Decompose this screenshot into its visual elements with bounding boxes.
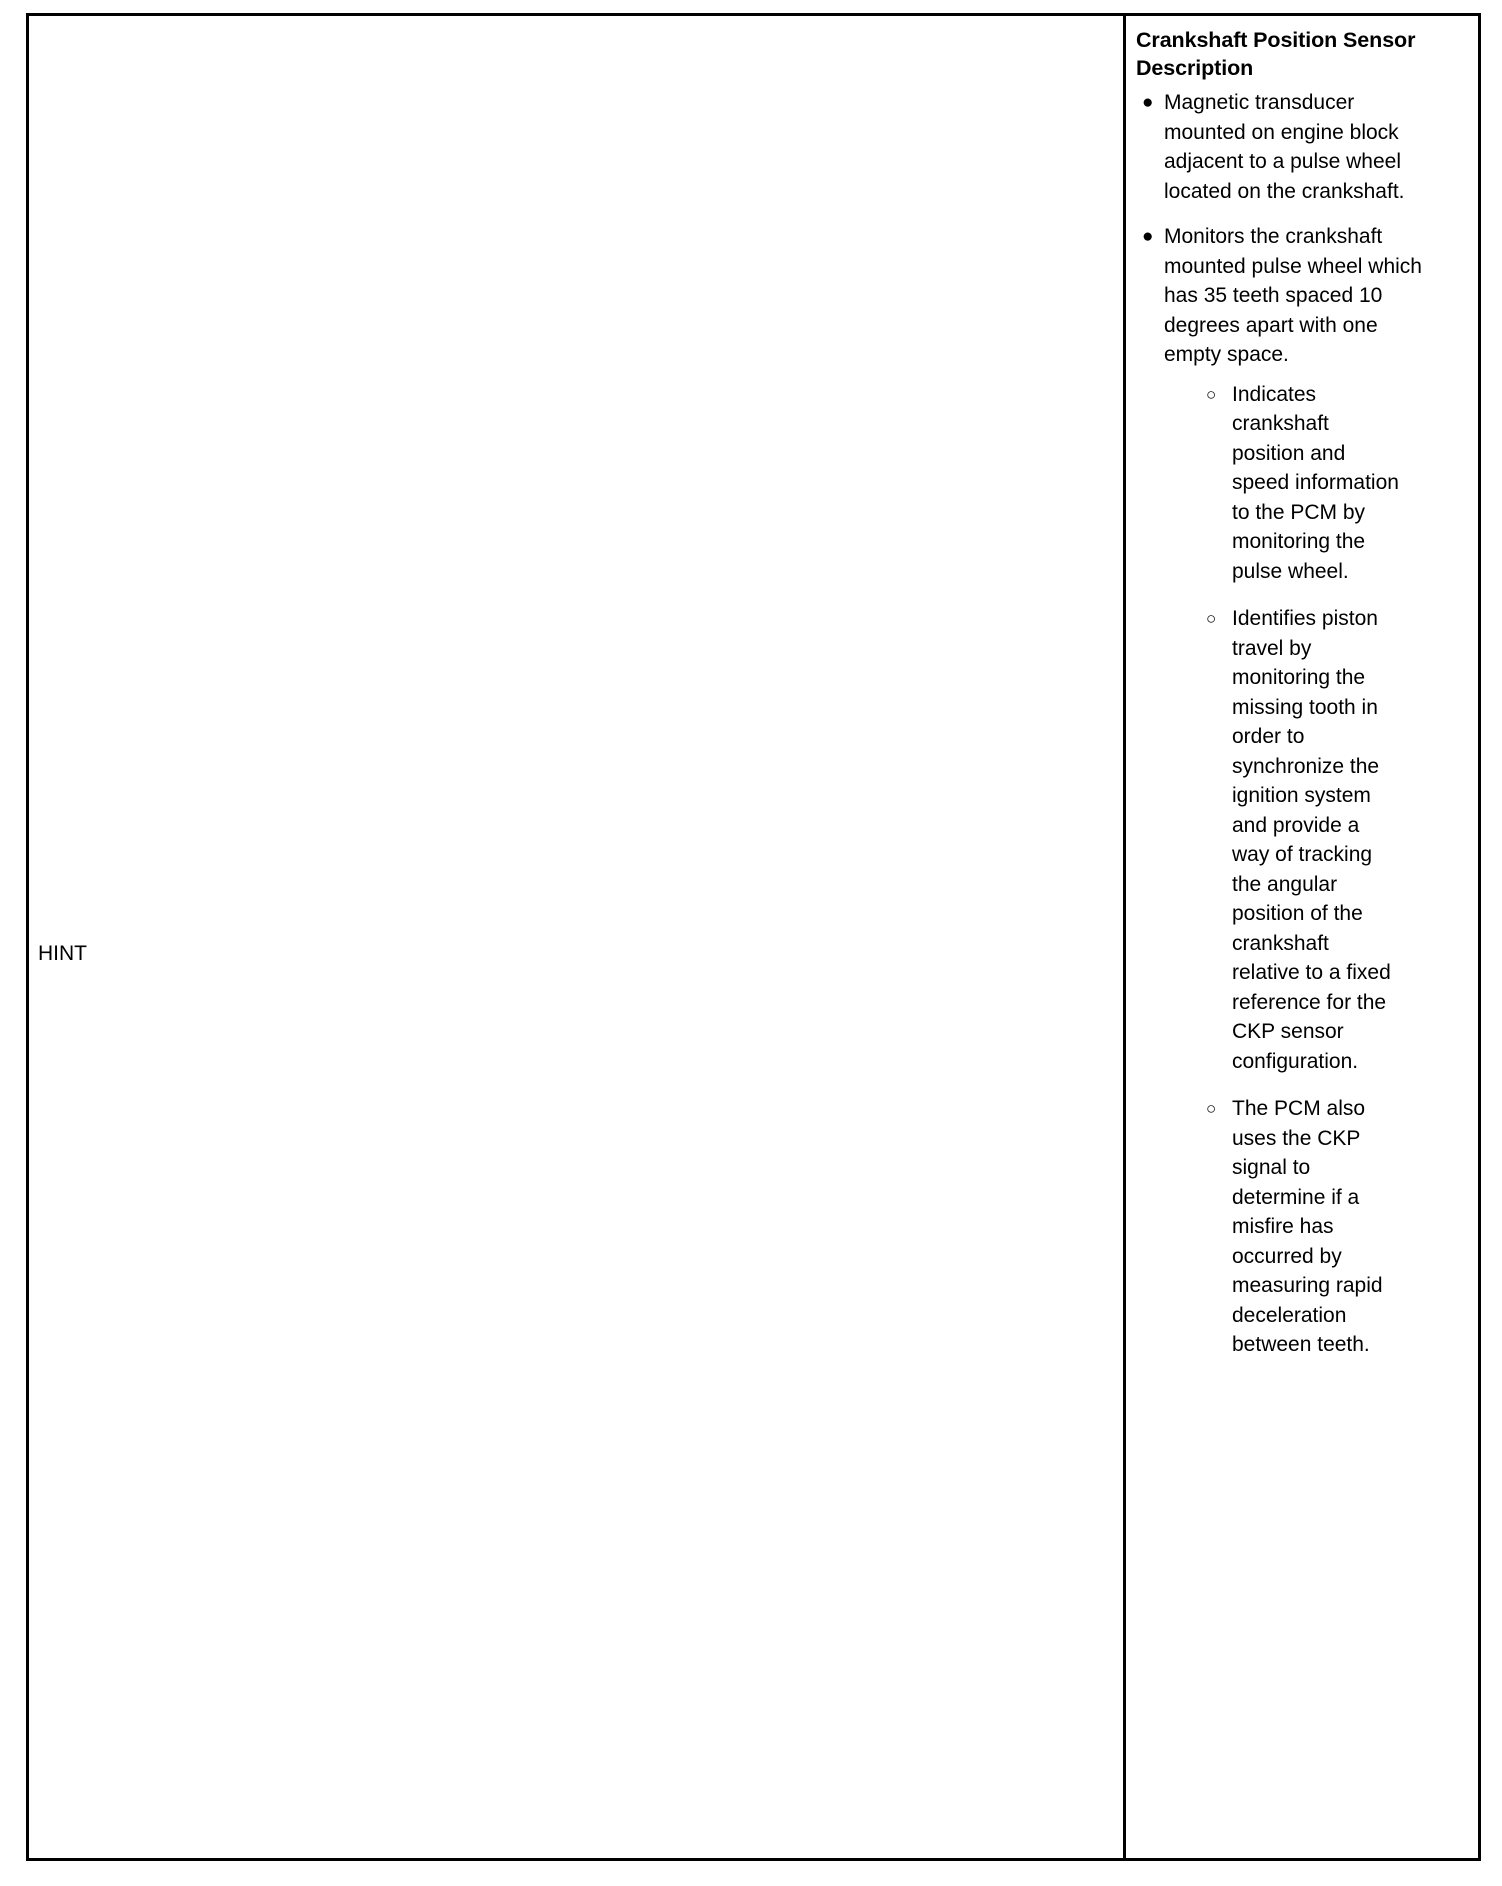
list-item — [1204, 380, 1402, 587]
table-cell-left — [29, 16, 1126, 1858]
description-sub-bullet-list — [1164, 380, 1436, 1360]
list-item-text: Indicates crankshaft position and speed information to the PCM by monitoring the pulse wheel. — [1232, 382, 1399, 583]
list-item — [1136, 222, 1436, 1360]
bullet-hollow-icon: ○ — [1206, 1099, 1217, 1118]
list-item-text: The PCM also uses the CKP signal to determine if a misfire has occurred by measuring rapid deceleration between teeth. — [1232, 1097, 1383, 1356]
bullet-hollow-icon: ○ — [1206, 384, 1217, 404]
list-item — [1204, 604, 1402, 1076]
bullet-hollow-icon: ○ — [1206, 609, 1217, 628]
list-item-text: Identifies piston travel by monitoring the missing tooth in order to synchronize the ignition system and provide a way of tracking the angular position of the crankshaft relative to a fixed reference for the CKP sensor configuration. — [1232, 607, 1391, 1073]
list-item-text: Magnetic transducer mounted on engine block adjacent to a pulse wheel located on the crankshaft. — [1164, 91, 1405, 203]
section-title: Crankshaft Position Sensor Description — [1136, 28, 1416, 80]
content-table — [26, 13, 1481, 1861]
hint-label: HINT — [38, 942, 87, 965]
list-item — [1136, 88, 1436, 206]
table-cell-right — [1126, 16, 1478, 1858]
bullet-filled-icon: ● — [1142, 92, 1154, 113]
list-item-text: Monitors the crankshaft mounted pulse wheel which has 35 teeth spaced 10 degrees apart with one empty space. — [1164, 225, 1422, 366]
description-bullet-list — [1136, 88, 1466, 1360]
bullet-filled-icon: ● — [1142, 226, 1154, 247]
list-item — [1204, 1094, 1402, 1360]
